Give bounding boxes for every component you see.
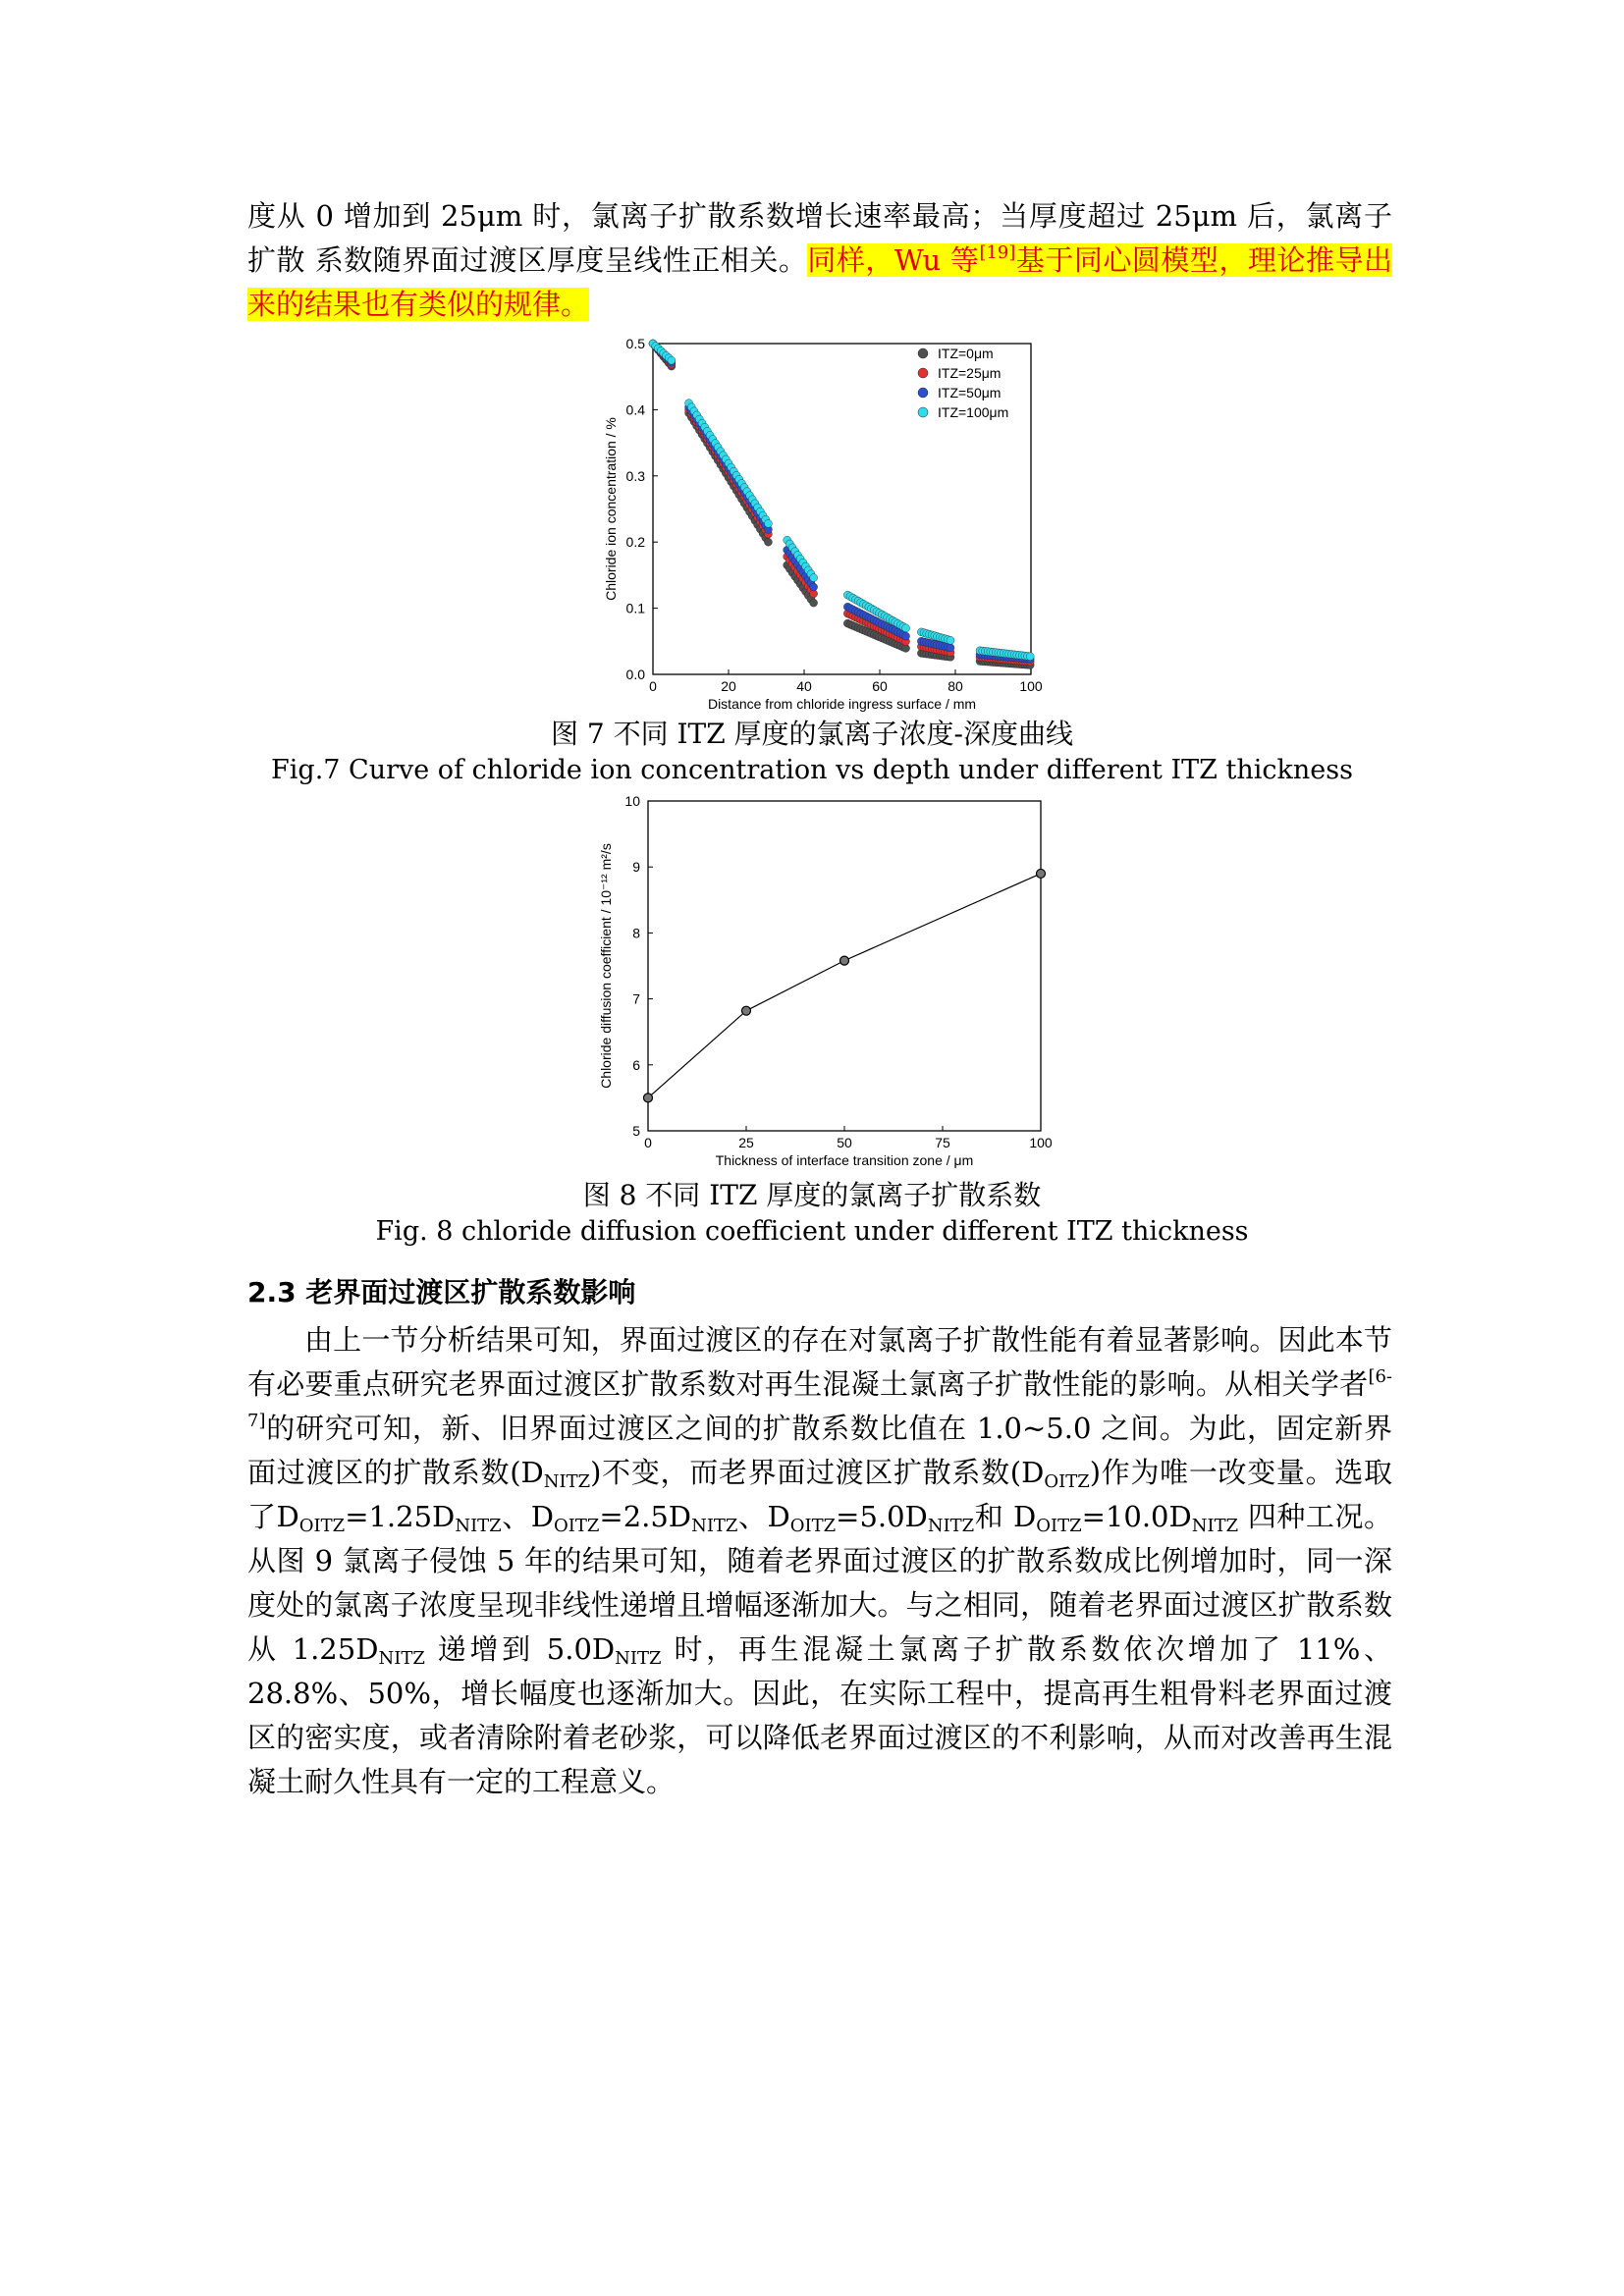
x-tick-label: 40 [796,678,812,694]
subscript: OITZ [554,1516,600,1536]
text-run: )作为唯一改变量。选取了 [247,1456,1392,1533]
y-axis-label: Chloride diffusion coefficient / 10⁻¹² m²/s [598,843,614,1089]
subscript: OITZ [1044,1471,1090,1492]
text-run: )不变，而老界面过渡区扩散系数(D [590,1456,1045,1489]
data-point [668,356,676,364]
figure-7-caption-cn: 图 7 不同 ITZ 厚度的氯离子浓度-深度曲线 [550,718,1074,750]
data-point [644,1094,653,1102]
y-tick-label: 9 [632,859,640,876]
subscript: NITZ [691,1516,738,1536]
data-point [742,1006,751,1015]
text-run: 系数随界面过渡区厚度呈线性正相关。 [314,243,808,277]
subscript: NITZ [455,1516,502,1536]
y-tick-label: 0.0 [625,667,645,682]
text-run: 度从 0 增加到 25μm 时，氯离子扩散系数增长速率最高；当厚度超过 25μm 后，氯离子扩散 [247,199,1392,277]
x-axis-label: Distance from chloride ingress surface / mm [707,696,977,712]
text-run: 的研究可知，新、旧界面过渡区之间的扩散系数比值在 1.0~5.0 之间。为此，固定新界面过渡区的扩散系数(D [247,1412,1392,1489]
subscript: OITZ [298,1516,346,1536]
subscript: OITZ [1036,1516,1082,1536]
x-tick-label: 0 [649,678,657,694]
legend-marker [918,388,928,398]
data-point [947,636,954,644]
x-tick-label: 25 [738,1135,754,1150]
series-line [648,874,1041,1097]
data-point [764,519,772,527]
data-point [1026,653,1034,661]
x-axis-label: Thickness of interface transition zone / μm [715,1152,974,1168]
text-run: D [1012,1500,1037,1533]
text-run: 同样，Wu 等 [807,243,980,277]
paragraph-body [247,1318,1392,1804]
paragraph-continuation [247,194,1392,327]
y-tick-label: 8 [632,925,640,941]
text-run: =10.0D [1081,1500,1192,1533]
text-run: 由上一节分析结果可知，界面过渡区的存在对氯离子扩散性能有着显著影响。因此本节有必要重点研究老界面过渡区扩散系数对再生混凝土氯离子扩散性能的影响。从相关学者 [247,1323,1392,1401]
legend-marker [918,407,928,417]
legend-marker [918,348,928,358]
subscript: NITZ [615,1648,662,1669]
y-tick-label: 0.2 [625,534,645,551]
legend-label: ITZ=0μm [938,346,994,361]
data-point [902,632,910,640]
legend-marker [918,368,928,378]
x-tick-label: 50 [837,1135,852,1150]
data-point [840,956,849,965]
legend-label: ITZ=25μm [938,365,1001,381]
data-point [1037,869,1046,878]
x-tick-label: 100 [1019,678,1043,694]
text-run: D [276,1500,299,1533]
plot-frame [648,801,1041,1131]
x-tick-label: 100 [1029,1135,1053,1150]
text-run: 基于同心圆模型，理论推导出来的结 [247,243,1392,321]
x-tick-label: 0 [644,1135,652,1150]
text-run: 果也有类似的规律。 [333,288,590,321]
figure-8-caption-cn: 图 8 不同 ITZ 厚度的氯离子扩散系数 [582,1179,1042,1211]
text-run: =5.0D [836,1500,928,1533]
text-run: 和 [974,1500,1013,1533]
x-tick-label: 60 [872,678,888,694]
subscript: NITZ [543,1471,591,1492]
subscript: NITZ [378,1648,425,1669]
x-tick-label: 75 [935,1135,950,1150]
data-point [810,583,818,591]
y-tick-label: 6 [632,1056,640,1073]
text-run: =2.5D [599,1500,692,1533]
y-tick-label: 0.1 [625,600,645,616]
text-run: 、 [501,1500,531,1533]
figure-7-chart [560,324,1070,721]
y-axis-label: Chloride ion concentration / % [603,417,619,601]
figure-7-caption-en: Fig.7 Curve of chloride ion concentration vs depth under different ITZ thickness [271,755,1353,785]
text-run: D [530,1500,554,1533]
legend-label: ITZ=50μm [938,385,1001,400]
subscript: NITZ [1191,1516,1239,1536]
legend-label: ITZ=100μm [938,404,1009,420]
citation-ref: [19] [979,242,1016,263]
x-tick-label: 20 [721,678,736,694]
text-run: 时，再生混凝土氯离子扩散系数依次增加了 11%、28.8%、50%，增长幅度也逐渐加大。因此，在实际工程中，提高再生粗骨料老界面过渡区的密实度，或者清除附着老砂浆，可以降低老界面过渡区的不利影响，从而对改善再生混凝土耐久性具有一定的工程意义。 [247,1632,1392,1798]
data-point [947,644,954,652]
section-heading: 2.3 老界面过渡区扩散系数影响 [247,1276,636,1308]
data-point [764,538,772,546]
text-run: =1.25D [345,1500,456,1533]
y-tick-label: 10 [624,793,640,809]
subscript: NITZ [927,1516,975,1536]
figure-8-chart [560,785,1070,1178]
figure-8-caption-en: Fig. 8 chloride diffusion coefficient under different ITZ thickness [375,1216,1249,1247]
data-point [902,624,910,632]
y-tick-label: 0.3 [625,467,645,484]
y-tick-label: 7 [632,990,640,1007]
y-tick-label: 0.4 [625,401,645,418]
text-run: 四种工况。从图 9 氯离子侵蚀 5 年的结果可知，随着老界面过渡区的扩散系数成比例增加时，同一深度处的氯离子浓度呈现非线性递增且增幅逐渐加大。与之相同，随着老界面过渡区扩散系数从 1.25D [247,1500,1392,1666]
citation-ref: [6-7] [247,1366,1392,1431]
y-tick-label: 0.5 [625,336,645,351]
data-point [810,599,818,607]
text-run: 递增到 5.0D [424,1632,616,1666]
data-point [810,574,818,582]
text-run: 、 [737,1500,768,1533]
y-tick-label: 5 [632,1123,640,1139]
text-run: D [767,1500,790,1533]
subscript: OITZ [789,1516,837,1536]
x-tick-label: 80 [947,678,963,694]
